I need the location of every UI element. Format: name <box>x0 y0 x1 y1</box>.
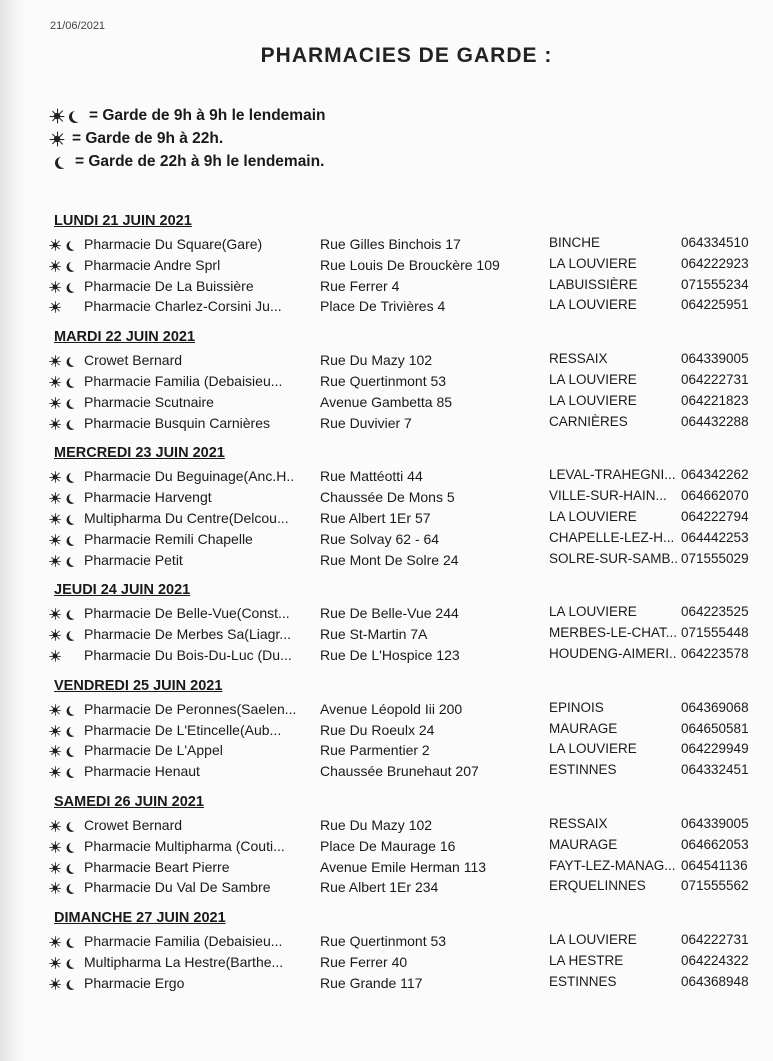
pharmacy-row <box>54 624 754 645</box>
moon-icon <box>69 609 79 619</box>
pharmacy-name: Pharmacie De L'Appel <box>84 742 223 759</box>
pharmacy-city: BINCHE <box>549 235 601 250</box>
pharmacy-row <box>54 413 754 434</box>
pharmacy-phone: 071555234 <box>681 276 749 292</box>
duty-icons <box>48 554 78 568</box>
pharmacy-city: LEVAL-TRAHEGNI... <box>549 467 676 483</box>
sun-icon <box>49 513 60 524</box>
pharmacy-address: Rue Louis De Brouckère 109 <box>320 256 500 273</box>
pharmacy-phone: 064541136 <box>681 857 748 873</box>
duty-icons <box>48 280 78 294</box>
pharmacy-city: LA LOUVIERE <box>549 741 637 757</box>
duty-icons <box>48 512 78 526</box>
duty-icons <box>48 977 78 991</box>
day-block <box>54 210 754 317</box>
duty-icons <box>48 470 78 484</box>
duty-icons <box>48 861 78 875</box>
pharmacy-address: Rue Grande 117 <box>320 974 423 991</box>
pharmacy-address: Rue Du Mazy 102 <box>320 816 433 833</box>
pharmacy-address: Rue Quertinmont 53 <box>320 372 447 389</box>
sun-icon <box>49 492 60 503</box>
duty-icons <box>48 935 78 949</box>
day-header: DIMANCHE 27 JUIN 2021 <box>54 910 226 927</box>
pharmacy-city: LABUISSIÈRE <box>549 276 638 292</box>
pharmacy-address: Rue Du Roeulx 24 <box>320 721 435 738</box>
duty-schedule <box>54 210 754 994</box>
moon-icon <box>69 705 79 715</box>
section-gap <box>54 782 754 791</box>
pharmacy-row <box>54 234 754 255</box>
sun-icon <box>49 376 60 387</box>
pharmacy-name: Pharmacie Du Val De Sambre <box>84 879 271 896</box>
pharmacy-city: LA LOUVIERE <box>549 932 637 948</box>
pharmacy-name: Pharmacie Andre Sprl <box>84 256 221 273</box>
pharmacy-address: Rue Du Mazy 102 <box>320 352 433 369</box>
pharmacy-row <box>54 350 754 371</box>
pharmacy-city: EPINOIS <box>549 699 604 715</box>
day-header: SAMEDI 26 JUIN 2021 <box>54 793 204 810</box>
pharmacy-name: Pharmacie Ergo <box>84 974 185 991</box>
pharmacy-row <box>54 857 754 878</box>
pharmacy-city: HOUDENG-AIMERI.. <box>549 645 677 661</box>
sun-icon <box>49 820 60 831</box>
pharmacy-city: RESSAIX <box>549 815 608 831</box>
pharmacy-address: Rue De L'Hospice 123 <box>320 646 460 663</box>
moon-icon <box>69 630 79 640</box>
moon-icon <box>69 535 79 545</box>
pharmacy-name: Crowet Bernard <box>84 816 183 833</box>
pharmacy-name: Pharmacie Scutnaire <box>84 393 214 410</box>
pharmacy-address: Rue Ferrer 40 <box>320 953 408 970</box>
pharmacy-name: Pharmacie De Peronnes(Saelen... <box>84 700 297 717</box>
pharmacy-address: Rue St-Martin 7A <box>320 626 428 643</box>
pharmacy-row <box>54 255 754 276</box>
pharmacy-row <box>54 487 754 508</box>
pharmacy-row <box>54 761 754 782</box>
pharmacy-phone: 064339005 <box>681 351 749 367</box>
pharmacy-address: Chaussée Brunehaut 207 <box>320 763 479 780</box>
sun-icon <box>49 281 60 292</box>
sun-icon <box>49 418 60 429</box>
pharmacy-phone: 064222731 <box>681 371 749 387</box>
pharmacy-city: LA LOUVIERE <box>549 297 637 313</box>
duty-icons <box>48 819 78 833</box>
sun-icon <box>49 239 60 250</box>
pharmacy-city: LA LOUVIERE <box>549 604 637 620</box>
pharmacy-phone: 064224322 <box>681 952 749 968</box>
pharmacy-city: VILLE-SUR-HAIN... <box>549 488 667 504</box>
duty-icons <box>48 259 78 273</box>
moon-icon <box>69 767 79 777</box>
moon-icon <box>69 398 79 408</box>
pharmacy-name: Multipharma Du Centre(Delcou... <box>84 509 289 526</box>
section-gap <box>54 666 754 675</box>
sun-icon <box>49 302 60 313</box>
pharmacy-address: Rue Albert 1Er 234 <box>320 879 439 896</box>
sun-icon <box>49 746 60 757</box>
pharmacy-city: LA LOUVIERE <box>549 392 637 408</box>
day-block <box>54 791 754 898</box>
sun-icon <box>49 957 60 968</box>
sun-icon <box>50 131 65 146</box>
moon-icon <box>69 282 79 292</box>
pharmacy-phone: 064342262 <box>681 467 749 483</box>
sun-icon <box>49 862 60 873</box>
section-gap <box>54 317 754 326</box>
sun-icon <box>50 108 65 123</box>
pharmacy-phone: 064650581 <box>681 720 749 736</box>
pharmacy-phone: 064369068 <box>681 699 749 715</box>
pharmacy-name: Pharmacie Familia (Debaisieu... <box>84 372 283 389</box>
pharmacy-phone: 071555029 <box>681 550 749 566</box>
pharmacy-phone: 064334510 <box>681 235 749 250</box>
pharmacy-phone: 064662053 <box>681 836 749 852</box>
day-block <box>54 326 754 433</box>
pharmacy-row <box>54 296 754 317</box>
pharmacy-address: Rue Ferrer 4 <box>320 277 400 294</box>
pharmacy-row <box>54 645 754 666</box>
day-header: LUNDI 21 JUIN 2021 <box>54 213 192 229</box>
pharmacy-address: Avenue Léopold Iii 200 <box>320 700 463 717</box>
pharmacy-name: Pharmacie Henaut <box>84 763 200 780</box>
pharmacy-name: Multipharma La Hestre(Barthe... <box>84 953 284 970</box>
moon-icon <box>69 726 79 736</box>
duty-icons <box>48 396 78 410</box>
pharmacy-row <box>54 550 754 571</box>
day-header: JEUDI 24 JUIN 2021 <box>54 582 191 599</box>
legend-row <box>50 127 325 150</box>
sun-icon <box>49 766 60 777</box>
pharmacy-name: Pharmacie Charlez-Corsini Ju... <box>84 298 282 315</box>
pharmacy-city: CHAPELLE-LEZ-H... <box>549 529 675 545</box>
day-block <box>54 579 754 665</box>
moon-icon <box>69 419 79 429</box>
duty-icons <box>48 375 78 389</box>
pharmacy-row <box>54 371 754 392</box>
moon-icon <box>58 156 70 168</box>
duty-icons <box>48 744 78 758</box>
pharmacy-address: Avenue Gambetta 85 <box>320 393 453 410</box>
duty-icons <box>48 238 78 252</box>
legend-text: = Garde de 9h à 22h. <box>72 129 224 147</box>
duty-icons <box>48 354 78 368</box>
moon-icon <box>69 746 79 756</box>
legend-text: = Garde de 22h à 9h le lendemain. <box>75 152 325 170</box>
pharmacy-row <box>54 603 754 624</box>
sun-icon <box>49 472 60 483</box>
duty-icons <box>48 533 78 547</box>
pharmacy-phone: 064222731 <box>681 932 749 948</box>
pharmacy-row <box>54 877 754 898</box>
legend-symbols <box>50 109 81 123</box>
pharmacy-address: Rue De Belle-Vue 244 <box>320 605 459 622</box>
sun-icon <box>49 841 60 852</box>
duty-icons <box>48 881 78 895</box>
duty-icons <box>48 607 78 621</box>
moon-icon <box>69 377 79 387</box>
pharmacy-name: Pharmacie Multipharma (Couti... <box>84 837 285 854</box>
duty-icons <box>48 840 78 854</box>
pharmacy-phone: 064222923 <box>681 255 749 271</box>
pharmacy-address: Rue Duvivier 7 <box>320 414 412 431</box>
sun-icon <box>49 355 60 366</box>
pharmacy-phone: 064332451 <box>681 762 749 778</box>
pharmacy-address: Rue Parmentier 2 <box>320 742 430 759</box>
moon-icon <box>69 261 79 271</box>
duty-icons <box>48 628 78 642</box>
pharmacy-name: Pharmacie Remili Chapelle <box>84 530 253 547</box>
pharmacy-name: Pharmacie Familia (Debaisieu... <box>84 933 283 950</box>
pharmacy-address: Place De Trivières 4 <box>320 298 446 315</box>
sun-icon <box>49 883 60 894</box>
scan-edge <box>0 0 26 1061</box>
section-gap <box>54 570 754 579</box>
pharmacy-city: LA LOUVIERE <box>549 508 637 524</box>
sun-icon <box>49 260 60 271</box>
pharmacy-phone: 071555562 <box>681 878 749 894</box>
duty-icons <box>48 300 78 314</box>
pharmacy-address: Place De Maurage 16 <box>320 837 456 854</box>
pharmacy-city: MAURAGE <box>549 836 618 852</box>
pharmacy-city: MERBES-LE-CHAT... <box>549 625 678 641</box>
sun-icon <box>49 555 60 566</box>
pharmacy-row <box>54 276 754 297</box>
moon-icon <box>69 979 79 989</box>
pharmacy-row <box>54 392 754 413</box>
pharmacy-row <box>54 952 754 973</box>
section-gap <box>54 898 754 907</box>
pharmacy-name: Pharmacie De Belle-Vue(Const... <box>84 605 290 622</box>
pharmacy-city: LA HESTRE <box>549 952 624 968</box>
pharmacy-phone: 064223578 <box>681 645 749 661</box>
pharmacy-address: Rue Gilles Binchois 17 <box>320 236 461 252</box>
pharmacy-row <box>54 508 754 529</box>
moon-icon <box>69 863 79 873</box>
pharmacy-phone: 064432288 <box>681 413 749 429</box>
pharmacy-address: Rue Albert 1Er 57 <box>320 509 431 526</box>
sun-icon <box>49 936 60 947</box>
sun-icon <box>49 629 60 640</box>
pharmacy-phone: 064229949 <box>681 741 749 757</box>
pharmacy-row <box>54 529 754 550</box>
legend-text: = Garde de 9h à 9h le lendemain <box>89 106 326 124</box>
pharmacy-city: ESTINNES <box>549 762 617 778</box>
moon-icon <box>69 821 79 831</box>
moon-icon <box>69 937 79 947</box>
pharmacy-phone: 064223525 <box>681 604 749 620</box>
moon-icon <box>69 493 79 503</box>
day-block <box>54 442 754 570</box>
moon-icon <box>69 958 79 968</box>
pharmacy-phone: 071555448 <box>681 625 749 641</box>
pharmacy-address: Rue Quertinmont 53 <box>320 933 447 950</box>
moon-icon <box>69 556 79 566</box>
moon-icon <box>69 883 79 893</box>
day-header: VENDREDI 25 JUIN 2021 <box>54 677 223 694</box>
day-header: MERCREDI 23 JUIN 2021 <box>54 445 225 462</box>
page-title: PHARMACIES DE GARDE : <box>260 44 553 67</box>
pharmacy-row <box>54 720 754 741</box>
duty-icons <box>48 724 78 738</box>
legend-row <box>50 104 325 127</box>
pharmacy-phone: 064442253 <box>681 529 749 545</box>
moon-icon <box>69 356 79 366</box>
pharmacy-row <box>54 931 754 952</box>
pharmacy-phone: 064339005 <box>681 815 749 831</box>
pharmacy-name: Pharmacie De L'Etincelle(Aub... <box>84 721 282 738</box>
duty-icons <box>48 956 78 970</box>
legend-symbols <box>50 132 64 146</box>
pharmacy-city: RESSAIX <box>549 351 608 367</box>
sun-icon <box>49 609 60 620</box>
pharmacy-city: LA LOUVIERE <box>549 371 637 387</box>
duty-icons <box>48 417 78 431</box>
moon-icon <box>69 240 79 250</box>
pharmacy-name: Pharmacie Busquin Carnières <box>84 414 270 431</box>
pharmacy-city: MAURAGE <box>549 720 618 736</box>
day-block <box>54 907 754 993</box>
print-date: 21/06/2021 <box>50 20 106 32</box>
pharmacy-city: ERQUELINNES <box>549 878 646 894</box>
pharmacy-phone: 064221823 <box>681 392 749 408</box>
moon-icon <box>69 842 79 852</box>
pharmacy-name: Pharmacie Du Beguinage(Anc.H.. <box>84 468 295 485</box>
pharmacy-name: Pharmacie Du Bois-Du-Luc (Du... <box>84 646 292 663</box>
pharmacy-city: CARNIÈRES <box>549 413 628 429</box>
pharmacy-row <box>54 699 754 720</box>
pharmacy-address: Chaussée De Mons 5 <box>320 489 455 506</box>
section-gap <box>54 433 754 442</box>
pharmacy-phone: 064222794 <box>681 508 749 524</box>
pharmacy-name: Pharmacie Harvengt <box>84 489 212 506</box>
sun-icon <box>49 704 60 715</box>
pharmacy-city: LA LOUVIERE <box>549 255 637 271</box>
day-block <box>54 675 754 782</box>
duty-icons <box>48 765 78 779</box>
duty-icons <box>48 703 78 717</box>
pharmacy-phone: 064368948 <box>681 973 749 989</box>
pharmacy-row <box>54 815 754 836</box>
pharmacy-name: Pharmacie Petit <box>84 551 183 568</box>
pharmacy-phone: 064225951 <box>681 297 749 313</box>
legend-row <box>50 150 325 173</box>
pharmacy-address: Rue Mattéotti 44 <box>320 468 423 485</box>
day-header: MARDI 22 JUIN 2021 <box>54 329 196 346</box>
pharmacy-phone: 064662070 <box>681 488 749 504</box>
sun-icon <box>49 978 60 989</box>
pharmacy-city: FAYT-LEZ-MANAG... <box>549 857 676 873</box>
legend <box>50 104 325 173</box>
sun-icon <box>49 397 60 408</box>
pharmacy-row <box>54 466 754 487</box>
pharmacy-row <box>54 836 754 857</box>
duty-icons <box>48 491 78 505</box>
pharmacy-row <box>54 973 754 994</box>
duty-icons <box>48 649 78 663</box>
legend-symbols <box>50 156 67 168</box>
moon-icon <box>69 472 79 482</box>
pharmacy-city: SOLRE-SUR-SAMB.. <box>549 550 679 566</box>
pharmacy-name: Pharmacie Du Square(Gare) <box>84 236 263 252</box>
pharmacy-name: Pharmacie Beart Pierre <box>84 858 230 875</box>
sun-icon <box>49 650 60 661</box>
pharmacy-address: Rue Mont De Solre 24 <box>320 551 459 568</box>
pharmacy-name: Pharmacie De La Buissière <box>84 277 254 294</box>
pharmacy-row <box>54 740 754 761</box>
sun-icon <box>49 725 60 736</box>
moon-icon <box>72 110 84 122</box>
moon-icon <box>69 514 79 524</box>
pharmacy-name: Crowet Bernard <box>84 352 183 369</box>
sun-icon <box>49 534 60 545</box>
pharmacy-name: Pharmacie De Merbes Sa(Liagr... <box>84 626 291 643</box>
pharmacy-city: ESTINNES <box>549 973 617 989</box>
pharmacy-address: Avenue Emile Herman 113 <box>320 858 487 875</box>
pharmacy-address: Rue Solvay 62 - 64 <box>320 530 440 547</box>
